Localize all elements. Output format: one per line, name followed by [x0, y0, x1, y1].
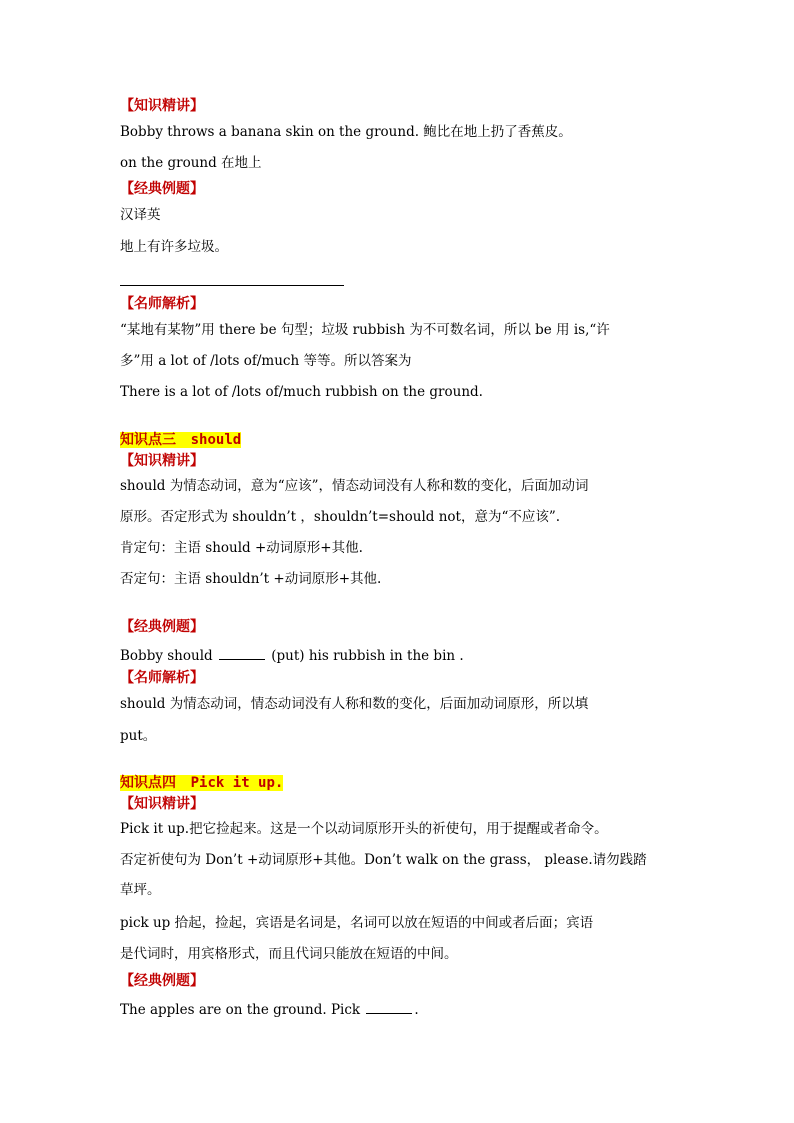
- exercise-question: [120, 647, 464, 664]
- example-sentence: Bobby throws a banana skin on the ground. 鲍比在地上扔了香蕉皮。: [120, 124, 572, 140]
- negative-rule: 否定句：主语 shouldn’t +动词原形+其他.: [120, 571, 382, 587]
- explanation-line: pick up 拾起，捡起，宾语是名词是，名词可以放在短语的中间或者后面；宾语: [120, 915, 594, 931]
- label-classic-example: 【经典例题】: [120, 619, 204, 635]
- fill-in-blank: [366, 1001, 412, 1014]
- analysis-line: put。: [120, 728, 157, 744]
- question-text: .: [414, 1002, 419, 1018]
- exercise-question: 地上有许多垃圾。: [120, 239, 228, 255]
- question-text: Bobby should: [120, 648, 213, 664]
- heading-number: 知识点四: [120, 775, 176, 791]
- explanation-line: Pick it up.把它捡起来。这是一个以动词原形开头的祈使句，用于提醒或者命令。: [120, 821, 608, 837]
- analysis-line: should 为情态动词，情态动词没有人称和数的变化，后面加动词原形，所以填: [120, 696, 589, 712]
- exercise-question: [120, 1001, 419, 1018]
- question-text: The apples are on the ground. Pick: [120, 1002, 361, 1018]
- affirmative-rule: 肯定句：主语 should +动词原形+其他.: [120, 540, 363, 556]
- exercise-instruction: 汉译英: [120, 207, 161, 223]
- label-teacher-analysis: 【名师解析】: [120, 296, 204, 312]
- explanation-line: 原形。否定形式为 shouldn’t ，shouldn’t=should not，意为“不应该”.: [120, 509, 561, 525]
- fill-in-blank: [219, 647, 265, 660]
- answer-blank-line: [120, 285, 344, 286]
- explanation-line: 否定祈使句为 Don’t +动词原形+其他。Don’t walk on the grass， please.请勿践踏: [120, 852, 647, 868]
- explanation-line: 是代词时，用宾格形式，而且代词只能放在短语的中间。: [120, 946, 458, 962]
- heading-number: 知识点三: [120, 432, 176, 448]
- explanation-line: 草坪。: [120, 882, 161, 898]
- section-heading-highlight: [120, 432, 241, 448]
- label-knowledge-explanation: 【知识精讲】: [120, 796, 204, 812]
- label-teacher-analysis: 【名师解析】: [120, 670, 204, 686]
- analysis-line: “某地有某物”用 there be 句型；垃圾 rubbish 为不可数名词，所以 be 用 is,“许: [120, 322, 610, 338]
- analysis-line: 多”用 a lot of /lots of/much 等等。所以答案为: [120, 353, 412, 369]
- label-knowledge-explanation: 【知识精讲】: [120, 453, 204, 469]
- explanation-line: should 为情态动词，意为“应该”，情态动词没有人称和数的变化，后面加动词: [120, 478, 589, 494]
- label-classic-example: 【经典例题】: [120, 973, 204, 989]
- section-heading-highlight: [120, 775, 283, 791]
- answer-sentence: There is a lot of /lots of/much rubbish on the ground.: [120, 384, 483, 400]
- section-heading: [120, 775, 283, 791]
- phrase-note: on the ground 在地上: [120, 155, 262, 171]
- label-classic-example: 【经典例题】: [120, 181, 204, 197]
- heading-topic: should: [190, 432, 242, 448]
- heading-topic: Pick it up.: [190, 775, 284, 791]
- section-heading: [120, 432, 241, 448]
- label-knowledge-explanation: 【知识精讲】: [120, 98, 204, 114]
- question-text: (put) his rubbish in the bin .: [271, 648, 464, 664]
